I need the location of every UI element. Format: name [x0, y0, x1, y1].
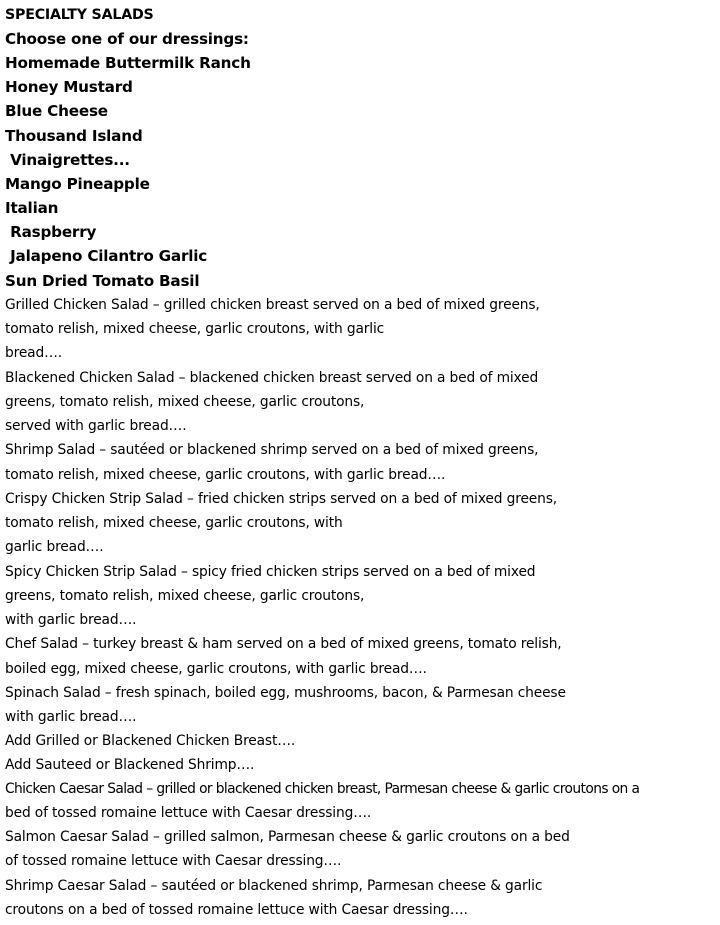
- menu-line: Spinach Salad – fresh spinach, boiled egg, mushrooms, bacon, & Parmesan cheese: [5, 685, 566, 701]
- menu-line: bread….: [5, 345, 62, 361]
- menu-line: croutons on a bed of tossed romaine lettuce with Caesar dressing….: [5, 902, 468, 918]
- dressing-item: Vinaigrettes...: [5, 151, 130, 169]
- menu-line: Shrimp Salad – sautéed or blackened shrimp served on a bed of mixed greens,: [5, 442, 539, 458]
- menu-line: Crispy Chicken Strip Salad – fried chicken strips served on a bed of mixed greens,: [5, 491, 557, 507]
- dressing-item: Sun Dried Tomato Basil: [5, 272, 200, 290]
- dressing-item: Homemade Buttermilk Ranch: [5, 54, 251, 72]
- menu-line: greens, tomato relish, mixed cheese, garlic croutons,: [5, 394, 365, 410]
- menu-line: Chicken Caesar Salad – grilled or blackened chicken breast, Parmesan cheese & garlic croutons on a: [5, 781, 640, 797]
- menu-line: Shrimp Caesar Salad – sautéed or blackened shrimp, Parmesan cheese & garlic: [5, 878, 543, 894]
- menu-line: Grilled Chicken Salad – grilled chicken breast served on a bed of mixed greens,: [5, 297, 540, 313]
- menu-line: bed of tossed romaine lettuce with Caesar dressing….: [5, 805, 372, 821]
- menu-line: of tossed romaine lettuce with Caesar dressing….: [5, 853, 342, 869]
- dressing-item: Blue Cheese: [5, 102, 108, 120]
- menu-line: garlic bread….: [5, 539, 104, 555]
- dressing-item: Thousand Island: [5, 127, 143, 145]
- menu-line: with garlic bread….: [5, 612, 137, 628]
- menu-line: greens, tomato relish, mixed cheese, garlic croutons,: [5, 588, 365, 604]
- menu-line: Add Grilled or Blackened Chicken Breast….: [5, 733, 296, 749]
- menu-line: Chef Salad – turkey breast & ham served on a bed of mixed greens, tomato relish,: [5, 636, 562, 652]
- dressings-intro: Choose one of our dressings:: [5, 30, 249, 48]
- menu-line: tomato relish, mixed cheese, garlic croutons, with: [5, 515, 343, 531]
- menu-line: boiled egg, mixed cheese, garlic croutons, with garlic bread….: [5, 661, 427, 677]
- menu-line: tomato relish, mixed cheese, garlic croutons, with garlic bread….: [5, 467, 446, 483]
- menu-line: with garlic bread….: [5, 709, 137, 725]
- dressing-item: Italian: [5, 199, 59, 217]
- dressing-item: Mango Pineapple: [5, 175, 150, 193]
- dressing-item: Honey Mustard: [5, 78, 133, 96]
- dressing-item: Jalapeno Cilantro Garlic: [5, 247, 208, 265]
- menu-line: Spicy Chicken Strip Salad – spicy fried chicken strips served on a bed of mixed: [5, 564, 536, 580]
- menu-line: Blackened Chicken Salad – blackened chicken breast served on a bed of mixed: [5, 370, 539, 386]
- menu-line: served with garlic bread….: [5, 418, 187, 434]
- menu-line: Salmon Caesar Salad – grilled salmon, Parmesan cheese & garlic croutons on a bed: [5, 829, 570, 845]
- menu-line: tomato relish, mixed cheese, garlic croutons, with garlic: [5, 321, 385, 337]
- dressing-item: Raspberry: [5, 223, 97, 241]
- menu-line: Add Sauteed or Blackened Shrimp….: [5, 757, 255, 773]
- menu-title: SPECIALTY SALADS: [5, 7, 154, 23]
